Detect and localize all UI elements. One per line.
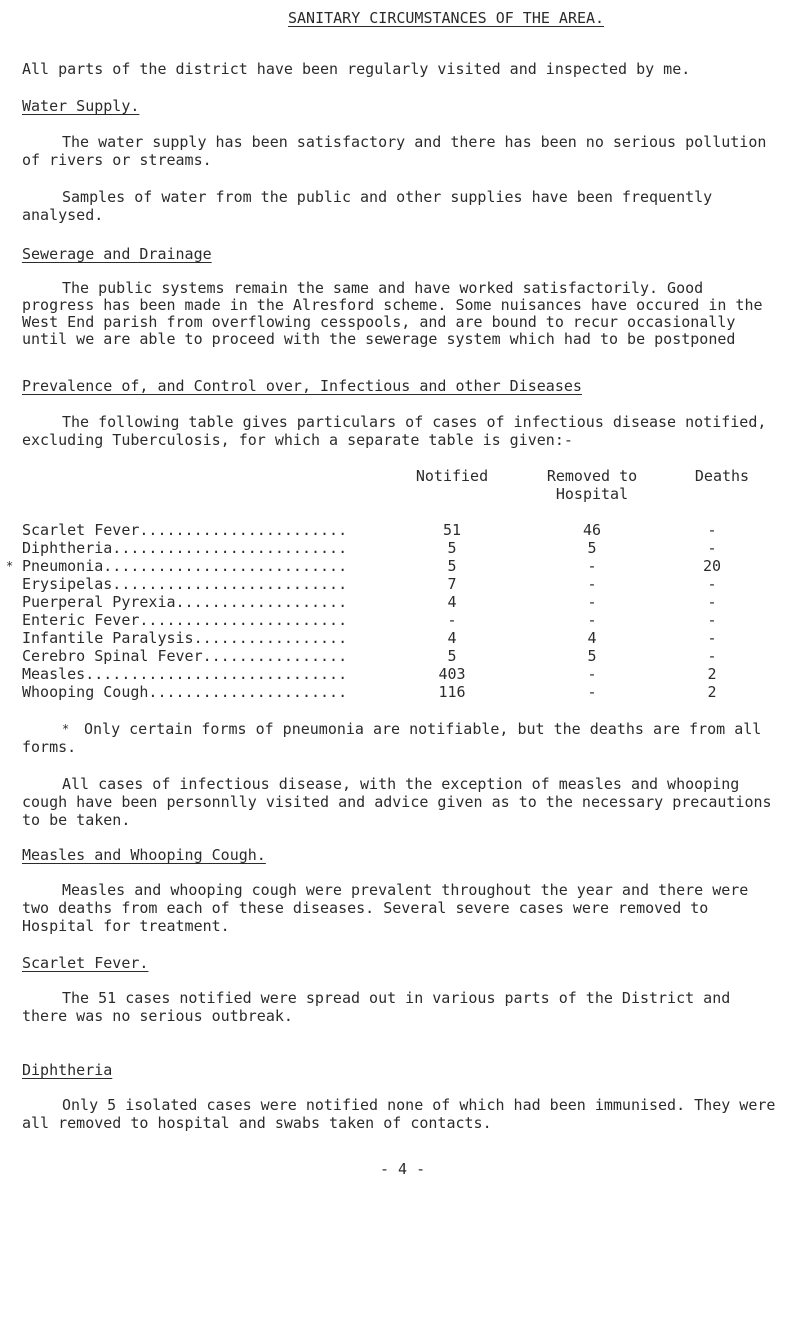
col-removed-header [532,467,652,503]
row-removed: - [587,575,597,593]
row-label: Whooping Cough...................... [22,683,348,701]
row-removed: - [587,557,597,575]
row-label: Infantile Paralysis................. [22,629,348,647]
row-label: Cerebro Spinal Fever................ [22,647,348,665]
page-number: - 4 - [380,1160,426,1178]
row-label: Scarlet Fever....................... [22,521,348,539]
table-row [22,683,762,701]
table-row [22,521,762,539]
row-notified: - [447,611,457,629]
row-deaths: - [707,629,717,647]
table-header [22,467,762,503]
row-label: Measles............................. [22,665,348,683]
table-row [22,593,762,611]
row-notified: 4 [447,629,457,647]
row-deaths: - [707,647,717,665]
row-removed: - [587,611,597,629]
table-row [22,665,762,683]
row-deaths: 20 [702,557,722,575]
row-deaths: - [707,575,717,593]
prevalence-heading: Prevalence of, and Control over, Infectious and other Diseases [22,377,582,395]
row-deaths: - [707,521,717,539]
table-row [22,575,762,593]
table-row [22,611,762,629]
page-title: SANITARY CIRCUMSTANCES OF THE AREA. [288,9,605,27]
row-removed: 4 [587,629,597,647]
col-deaths-header: Deaths [694,467,750,485]
row-deaths: - [707,593,717,611]
row-removed: 46 [582,521,602,539]
table-row [6,557,762,575]
row-notified: 116 [438,683,466,701]
water-supply-heading: Water Supply. [22,97,140,115]
intro-paragraph: All parts of the district have been regularly visited and inspected by me. [22,60,691,78]
footnote-mark: * [62,722,70,736]
sewerage-heading: Sewerage and Drainage [22,245,212,263]
col-removed-header-line1: Removed to [546,467,638,485]
row-label: Enteric Fever....................... [22,611,348,629]
scarlet-fever-heading: Scarlet Fever. [22,954,149,972]
row-notified: 5 [447,539,457,557]
row-label: Pneumonia........................... [22,557,348,575]
table-row [22,629,762,647]
row-notified: 5 [447,647,457,665]
diphtheria-heading: Diphtheria [22,1061,113,1079]
sewerage-paragraph: The public systems remain the same and have worked satisfactorily. Good progress has been made in the Alresford scheme. Some nuisances have occured in the West End parish from overflowing cesspools, and are bound to recur occasionally until we are able to proceed with the sewerage system which had to be postponed [22,279,763,348]
row-notified: 5 [447,557,457,575]
measles-heading: Measles and Whooping Cough. [22,846,266,864]
col-notified-header: Notified [415,467,489,485]
row-removed: - [587,665,597,683]
footnote [22,720,782,756]
water-supply-paragraph-1: The water supply has been satisfactory and there has been no serious pollution of rivers or streams. [22,133,767,169]
row-removed: - [587,593,597,611]
row-removed: 5 [587,539,597,557]
row-deaths: - [707,611,717,629]
row-label: Diphtheria.......................... [22,539,348,557]
row-deaths: - [707,539,717,557]
asterisk-mark: * [6,559,14,573]
col-removed-header-line2: Hospital [555,485,629,503]
row-removed: 5 [587,647,597,665]
row-label: Puerperal Pyrexia................... [22,593,348,611]
row-notified: 51 [442,521,462,539]
table-row [22,539,762,557]
visited-paragraph: All cases of infectious disease, with the exception of measles and whooping cough have been personnlly visited and advice given as to the necessary precautions to be taken. [22,775,772,829]
row-deaths: 2 [707,683,717,701]
prevalence-paragraph: The following table gives particulars of cases of infectious disease notified, excluding Tuberculosis, for which a separate table is given:- [22,413,767,449]
table-row [22,647,762,665]
measles-paragraph: Measles and whooping cough were prevalent throughout the year and there were two deaths from each of these diseases. Several severe cases were removed to Hospital for treatment. [22,881,749,935]
scarlet-fever-paragraph: The 51 cases notified were spread out in various parts of the District and there was no serious outbreak. [22,989,731,1025]
row-removed: - [587,683,597,701]
row-label: Erysipelas.......................... [22,575,348,593]
row-notified: 7 [447,575,457,593]
water-supply-paragraph-2: Samples of water from the public and other supplies have been frequently analysed. [22,188,713,224]
row-notified: 403 [438,665,466,683]
footnote-text: Only certain forms of pneumonia are notifiable, but the deaths are from all forms. [22,720,762,756]
row-notified: 4 [447,593,457,611]
diphtheria-paragraph: Only 5 isolated cases were notified none of which had been immunised. They were all removed to hospital and swabs taken of contacts. [22,1096,776,1132]
row-deaths: 2 [707,665,717,683]
